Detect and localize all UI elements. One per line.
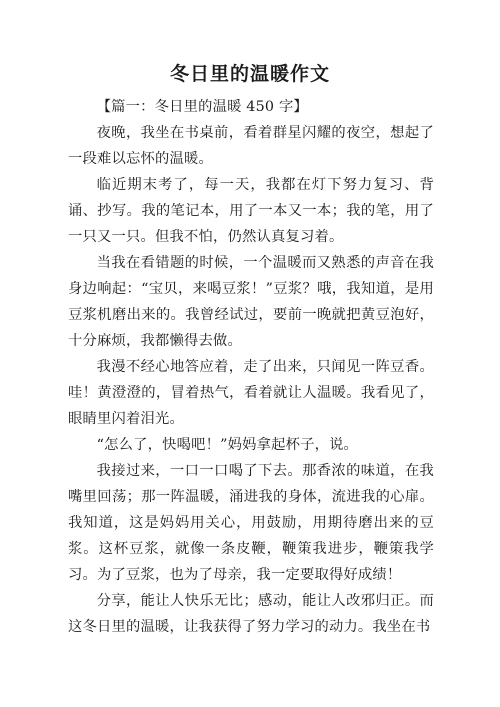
paragraph-3: 当我在看错题的时候，一个温暖而又熟悉的声音在我身边响起：“宝贝，来喝豆浆！”豆浆？哦，我知道，是用豆浆机磨出来的。我曾经试过，要前一晚就把黄豆泡好，十分麻烦，我都懒得去做。 xyxy=(68,255,434,349)
paragraph-5: “怎么了，快喝吧！”妈妈拿起杯子，说。 xyxy=(96,437,359,453)
document-title: 冬日里的温暖作文 xyxy=(169,63,330,85)
section-header: 【篇一：冬日里的温暖 450 字】 xyxy=(96,99,308,115)
document-body xyxy=(68,94,434,640)
paragraph-7: 分享，能让人快乐无比；感动，能让人改邪归正。而这冬日里的温暖，让我获得了努力学习的动力。我坐在书 xyxy=(68,593,434,635)
paragraph-6: 我接过来，一口一口喝了下去。那香浓的味道，在我嘴里回荡；那一阵温暖，涌进我的身体，流进我的心扉。我知道，这是妈妈用关心，用鼓励，用期待磨出来的豆浆。这杯豆浆，就像一条皮鞭，鞭策我进步，鞭策我学习。为了豆浆，也为了母亲，我一定要取得好成绩！ xyxy=(68,463,434,583)
paragraph-4: 我漫不经心地答应着，走了出来，只闻见一阵豆香。哇！黄澄澄的，冒着热气，看着就让人温暖。我看见了，眼睛里闪着泪光。 xyxy=(68,359,434,427)
paragraph-2: 临近期末考了，每一天，我都在灯下努力复习、背诵、抄写。我的笔记本，用了一本又一本；我的笔，用了一只又一只。但我不怕，仍然认真复习着。 xyxy=(68,177,434,245)
paragraph-1: 夜晚，我坐在书桌前，看着群星闪耀的夜空，想起了一段难以忘怀的温暖。 xyxy=(68,125,434,167)
